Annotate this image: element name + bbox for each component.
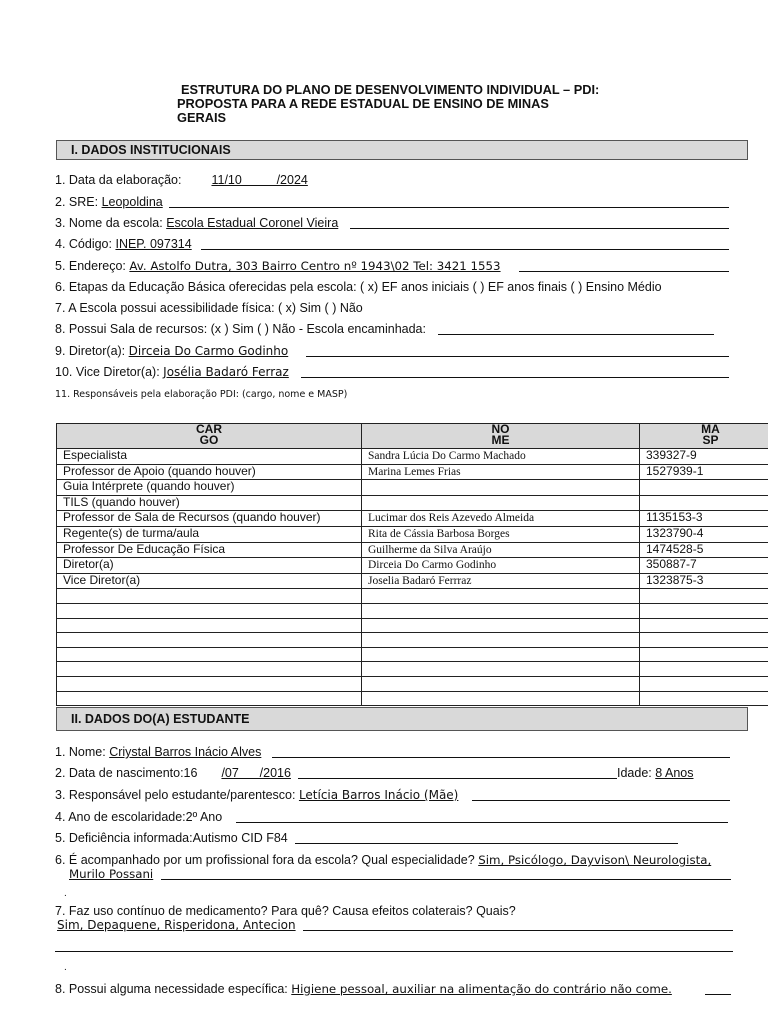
value-vice[interactable]: Josélia Badaró Ferraz (163, 365, 289, 379)
label-diretor: 9. Diretor(a): (55, 344, 126, 358)
cell-cargo[interactable] (57, 603, 362, 618)
fill-line-ano[interactable] (236, 822, 728, 823)
fill-line-necessidade (705, 994, 731, 995)
label-sre: 2. SRE: (55, 195, 99, 209)
value-nascimento[interactable]: /07 /2016 (221, 766, 291, 780)
cell-cargo[interactable] (57, 633, 362, 648)
cell-nome[interactable] (362, 618, 640, 633)
field-acompanhamento (55, 852, 711, 868)
cell-cargo[interactable]: TILS (quando houver) (57, 495, 362, 511)
fill-line-codigo (201, 249, 729, 250)
cell-cargo[interactable] (57, 662, 362, 677)
value-responsavel[interactable]: Letícia Barros Inácio (Mãe) (298, 788, 459, 802)
table-row (57, 573, 768, 589)
value-nome[interactable]: Criystal Barros Inácio Alves (109, 745, 262, 759)
table-header-row (57, 424, 768, 449)
cell-masp[interactable]: 1527939-1 (640, 464, 768, 480)
field-responsaveis: 11. Responsáveis pela elaboração PDI: (cargo, nome e MASP) (55, 389, 348, 400)
cell-nome[interactable] (362, 676, 640, 691)
value-endereco[interactable]: Av. Astolfo Dutra, 303 Bairro Centro nº 1943\02 Tel: 3421 1553 (129, 259, 501, 273)
cell-cargo[interactable]: Professor de Apoio (quando houver) (57, 464, 362, 480)
cell-cargo[interactable]: Guia Intérprete (quando houver) (57, 480, 362, 496)
cell-cargo[interactable]: Professor de Sala de Recursos (quando houver) (57, 511, 362, 527)
document-title-line2: PROPOSTA PARA A REDE ESTADUAL DE ENSINO DE MINAS (177, 96, 549, 111)
dot-spacer-1: . (64, 888, 67, 899)
field-codigo (55, 236, 192, 252)
label-data: 1. Data da elaboração: (55, 173, 182, 187)
cell-masp[interactable] (640, 618, 768, 633)
label-codigo: 4. Código: (55, 237, 112, 251)
table-row-empty (57, 676, 768, 691)
cell-nome[interactable]: Joselia Badaró Ferrraz (362, 573, 640, 589)
table-row (57, 464, 768, 480)
field-vice-diretor (55, 364, 289, 380)
value-acompanhamento-cont[interactable]: Murilo Possani (69, 867, 154, 881)
field-medicamento: 7. Faz uso contínuo de medicamento? Para quê? Causa efeitos colaterais? Quais? (55, 904, 516, 918)
field-data-elaboracao (55, 172, 360, 188)
cell-nome[interactable] (362, 603, 640, 618)
value-codigo[interactable]: INEP. 097314 (115, 237, 192, 251)
cell-nome[interactable] (362, 495, 640, 511)
field-etapas: 6. Etapas da Educação Básica oferecidas pela escola: ( x) EF anos iniciais ( ) EF anos finais ( ) Ensino Médio (55, 280, 662, 294)
section-institucional-title: I. DADOS INSTITUCIONAIS (71, 143, 231, 157)
header-masp: MA SP (640, 424, 768, 449)
cell-masp[interactable]: 350887-7 (640, 558, 768, 574)
cell-masp[interactable] (640, 691, 768, 706)
cell-masp[interactable]: 1135153-3 (640, 511, 768, 527)
fill-line-diretor (306, 356, 729, 357)
cell-cargo[interactable] (57, 691, 362, 706)
cell-masp[interactable] (640, 647, 768, 662)
value-escola[interactable]: Escola Estadual Coronel Vieira (166, 216, 339, 230)
value-necessidade[interactable]: Higiene pessoal, auxiliar na alimentação do contrário não come. (291, 982, 672, 996)
field-deficiencia: 5. Deficiência informada:Autismo CID F84 (55, 831, 288, 845)
table-row-empty (57, 603, 768, 618)
cell-nome[interactable]: Sandra Lúcia Do Carmo Machado (362, 449, 640, 465)
cell-cargo[interactable]: Especialista (57, 449, 362, 465)
label-endereco: 5. Endereço: (55, 259, 126, 273)
label-nascimento: 2. Data de nascimento:16 (55, 766, 198, 780)
field-idade (617, 765, 735, 781)
section-estudante-title: II. DADOS DO(A) ESTUDANTE (71, 712, 250, 726)
field-escola (55, 215, 338, 231)
table-row-empty (57, 691, 768, 706)
label-escola: 3. Nome da escola: (55, 216, 163, 230)
field-endereco (55, 258, 501, 274)
cell-nome[interactable] (362, 633, 640, 648)
fill-line-nome (272, 757, 730, 758)
value-data[interactable]: 11/10 /2024 (211, 173, 308, 187)
table-row (57, 558, 768, 574)
responsaveis-table (56, 423, 768, 706)
cell-nome[interactable] (362, 691, 640, 706)
fill-line-medicamento-1 (303, 930, 733, 931)
cell-nome[interactable] (362, 647, 640, 662)
document-title-line3: GERAIS (177, 110, 227, 125)
field-nascimento (55, 765, 291, 781)
fill-line-acompanhamento (161, 879, 731, 880)
cell-masp[interactable] (640, 633, 768, 648)
cell-nome[interactable]: Lucimar dos Reis Azevedo Almeida (362, 511, 640, 527)
cell-cargo[interactable]: Professor De Educação Física (57, 542, 362, 558)
cell-nome[interactable] (362, 589, 640, 604)
field-acessibilidade: 7. A Escola possui acessibilidade física: ( x) Sim ( ) Não (55, 301, 363, 315)
field-diretor (55, 343, 288, 359)
fill-line-responsavel (472, 800, 730, 801)
fill-line-sala-recursos[interactable] (438, 334, 714, 335)
header-cargo: CAR GO (57, 424, 362, 449)
value-idade[interactable]: 8 Anos (655, 766, 694, 780)
fill-line-deficiencia[interactable] (295, 843, 678, 844)
label-acompanhamento: 6. É acompanhado por um profissional fora da escola? Qual especialidade? (55, 853, 475, 867)
cell-cargo[interactable]: Regente(s) de turma/aula (57, 526, 362, 542)
table-row-empty (57, 633, 768, 648)
cell-cargo[interactable] (57, 647, 362, 662)
table-row (57, 480, 768, 496)
value-medicamento[interactable]: Sim, Depaquene, Risperidona, Antecion (57, 918, 296, 932)
field-nome-estudante (55, 744, 261, 760)
cell-nome[interactable]: Guilherme da Silva Araújo (362, 542, 640, 558)
cell-nome[interactable]: Marina Lemes Frias (362, 464, 640, 480)
label-idade: Idade: (617, 766, 652, 780)
table-row-empty (57, 589, 768, 604)
cell-cargo[interactable] (57, 589, 362, 604)
fill-line-escola (350, 228, 729, 229)
cell-masp[interactable]: 339327-9 (640, 449, 768, 465)
cell-masp[interactable] (640, 662, 768, 677)
table-row (57, 495, 768, 511)
document-title-line1: ESTRUTURA DO PLANO DE DESENVOLVIMENTO INDIVIDUAL – PDI: (181, 82, 600, 97)
table-row (57, 449, 768, 465)
dot-spacer-2: . (64, 962, 67, 973)
value-sre[interactable]: Leopoldina (101, 195, 163, 209)
cell-cargo[interactable] (57, 618, 362, 633)
section-institucional-header (56, 140, 748, 160)
table-row (57, 511, 768, 527)
cell-cargo[interactable]: Vice Diretor(a) (57, 573, 362, 589)
cell-masp[interactable]: 1323875-3 (640, 573, 768, 589)
field-necessidade (55, 981, 672, 997)
cell-masp[interactable] (640, 603, 768, 618)
header-nome: NO ME (362, 424, 640, 449)
cell-nome[interactable]: Rita de Cássia Barbosa Borges (362, 526, 640, 542)
field-responsavel-estudante (55, 787, 458, 803)
field-ano-escolaridade: 4. Ano de escolaridade:2º Ano (55, 810, 223, 824)
label-nome: 1. Nome: (55, 745, 106, 759)
cell-nome[interactable] (362, 480, 640, 496)
cell-masp[interactable]: 1474528-5 (640, 542, 768, 558)
cell-nome[interactable]: Dirceia Do Carmo Godinho (362, 558, 640, 574)
cell-masp[interactable] (640, 676, 768, 691)
value-acompanhamento[interactable]: Sim, Psicólogo, Dayvison\ Neurologista, (478, 853, 712, 867)
fill-line-nascimento (298, 778, 617, 779)
table-row (57, 542, 768, 558)
table-row-empty (57, 647, 768, 662)
cell-cargo[interactable] (57, 676, 362, 691)
fill-line-vice (301, 377, 729, 378)
cell-nome[interactable] (362, 662, 640, 677)
label-vice: 10. Vice Diretor(a): (55, 365, 160, 379)
field-sre (55, 194, 163, 210)
table-row (57, 526, 768, 542)
section-estudante-header (56, 707, 748, 731)
cell-cargo[interactable]: Diretor(a) (57, 558, 362, 574)
cell-masp[interactable]: 1323790-4 (640, 526, 768, 542)
fill-line-medicamento-2[interactable] (55, 951, 733, 952)
label-responsavel: 3. Responsável pelo estudante/parentesco: (55, 788, 296, 802)
table-row-empty (57, 662, 768, 677)
fill-line-sre (169, 207, 729, 208)
fill-line-endereco (519, 271, 729, 272)
label-necessidade: 8. Possui alguma necessidade específica: (55, 982, 288, 996)
value-diretor[interactable]: Dirceia Do Carmo Godinho (128, 344, 289, 358)
cell-masp[interactable] (640, 589, 768, 604)
table-row-empty (57, 618, 768, 633)
cell-masp[interactable] (640, 495, 768, 511)
field-sala-recursos: 8. Possui Sala de recursos: (x ) Sim ( ) Não - Escola encaminhada: (55, 322, 426, 336)
cell-masp[interactable] (640, 480, 768, 496)
